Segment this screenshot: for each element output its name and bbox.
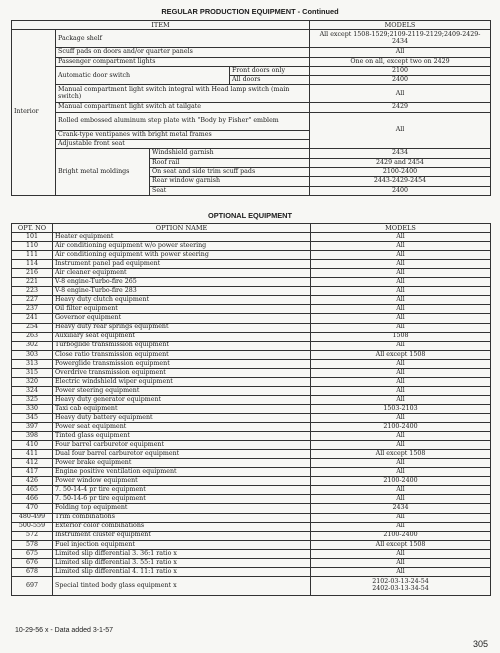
models-cell: All [311, 495, 491, 504]
models-cell: All [311, 359, 491, 368]
models-cell: All [311, 314, 491, 323]
item-cell: Adjustable front seat [56, 140, 310, 149]
opt-number-cell: 578 [12, 540, 53, 549]
opt-number-cell: 410 [12, 441, 53, 450]
opt-no-column-header: OPT. NO [12, 224, 53, 233]
table-row [12, 513, 491, 522]
models-cell: All [311, 260, 491, 269]
opt-number-cell: 417 [12, 468, 53, 477]
models-cell: All [311, 486, 491, 495]
table-row [12, 260, 491, 269]
option-name-cell: Folding top equipment [53, 504, 311, 513]
sub-item-cell: On seat and side trim scuff pads [150, 167, 310, 176]
option-name-cell: Air conditioning equipment with power steering [53, 251, 311, 260]
models-cell: All [311, 278, 491, 287]
models-cell: 2100 [310, 66, 491, 75]
opt-number-cell: 101 [12, 233, 53, 242]
opt-number-cell: 303 [12, 350, 53, 359]
table-row [12, 269, 491, 278]
opt-number-cell: 325 [12, 395, 53, 404]
option-name-cell: Four barrel carburetor equipment [53, 441, 311, 450]
opt-number-cell: 313 [12, 359, 53, 368]
opt-number-cell: 324 [12, 386, 53, 395]
option-name-cell: Overdrive transmission equipment [53, 368, 311, 377]
option-name-cell: Engine positive ventilation equipment [53, 468, 311, 477]
item-cell: Manual compartment light switch integral with Head lamp switch (main switch) [56, 85, 310, 103]
option-name-cell: Instrument cluster equipment [53, 531, 311, 540]
models-cell: All [311, 323, 491, 332]
table-row [12, 359, 491, 368]
option-name-cell: Limited slip differential 3. 36:1 ratio x [53, 549, 311, 558]
models-cell: All [311, 368, 491, 377]
moldings-label: Bright metal moldings [56, 149, 150, 195]
models-cell: 2100-2400 [310, 167, 491, 176]
sub-item-cell: All doors [230, 76, 310, 85]
table-header-row [12, 224, 491, 233]
sub-item-cell: Rear window garnish [150, 177, 310, 186]
models-cell: All [311, 296, 491, 305]
opt-number-cell: 500-559 [12, 522, 53, 531]
opt-number-cell: 345 [12, 413, 53, 422]
table-row [12, 296, 491, 305]
models-line: 2102-03-13-24-54 [372, 578, 429, 586]
table-row [12, 287, 491, 296]
opt-number-cell: 227 [12, 296, 53, 305]
sub-item-cell: Seat [150, 186, 310, 195]
opt-number-cell: 330 [12, 404, 53, 413]
option-name-cell: Trim combinations [53, 513, 311, 522]
table-row [12, 522, 491, 531]
opt-number-cell: 426 [12, 477, 53, 486]
opt-number-cell: 480-499 [12, 513, 53, 522]
table-row [12, 468, 491, 477]
item-cell: Crank-type ventipanes with bright metal frames [56, 130, 310, 139]
option-name-cell: Power steering equipment [53, 386, 311, 395]
option-name-cell: Heavy duty generator equipment [53, 395, 311, 404]
option-name-cell: Fuel injection equipment [53, 540, 311, 549]
sub-item-cell: Roof rail [150, 158, 310, 167]
models-cell: All [311, 567, 491, 576]
table-row [12, 504, 491, 513]
option-name-cell: Heater equipment [53, 233, 311, 242]
option-name-cell: V-8 engine-Turbo-fire 265 [53, 278, 311, 287]
optional-equipment-heading: OPTIONAL EQUIPMENT [207, 211, 293, 220]
table-row [12, 149, 491, 158]
table-row [12, 377, 491, 386]
models-cell: All [311, 549, 491, 558]
opt-number-cell: 465 [12, 486, 53, 495]
table-row [12, 103, 491, 112]
models-cell: All [311, 269, 491, 278]
table-row [12, 341, 491, 350]
table-row [12, 332, 491, 341]
models-cell: All [311, 432, 491, 441]
item-cell: Scuff pads on doors and/or quarter panels [56, 48, 310, 57]
opt-number-cell: 397 [12, 423, 53, 432]
models-cell: All [311, 305, 491, 314]
option-name-cell: Electric windshield wiper equipment [53, 377, 311, 386]
table-header-row [12, 21, 491, 30]
table-row [12, 441, 491, 450]
models-cell: 2434 [311, 504, 491, 513]
models-cell: All [310, 85, 491, 103]
option-name-cell: Air cleaner equipment [53, 269, 311, 278]
opt-number-cell: 263 [12, 332, 53, 341]
option-name-cell: Taxi cab equipment [53, 404, 311, 413]
option-name-cell: Air conditioning equipment w/o power steering [53, 242, 311, 251]
table-row [12, 242, 491, 251]
models-cell: All [311, 441, 491, 450]
models-cell: All except 1508 [311, 450, 491, 459]
interior-group-label: Interior [12, 30, 56, 196]
models-cell: 1508 [311, 332, 491, 341]
opt-number-cell: 241 [12, 314, 53, 323]
models-cell: All [311, 233, 491, 242]
opt-number-cell: 111 [12, 251, 53, 260]
option-name-cell: Special tinted body glass equipment x [53, 576, 311, 595]
option-name-cell: Power seat equipment [53, 423, 311, 432]
opt-number-cell: 254 [12, 323, 53, 332]
models-cell: All except 1508 [311, 540, 491, 549]
table-row [12, 323, 491, 332]
models-cell: 1503-2103 [311, 404, 491, 413]
models-cell: All [311, 377, 491, 386]
table-row [12, 305, 491, 314]
table-row [12, 567, 491, 576]
opt-number-cell: 315 [12, 368, 53, 377]
item-cell: Rolled embossed aluminum step plate with "Body by Fisher" emblem [56, 112, 310, 130]
item-cell: Passenger compartment lights [56, 57, 310, 66]
table-row [12, 413, 491, 422]
footnote: 10-29-56 x - Data added 3-1-57 [15, 627, 114, 634]
option-name-cell: Instrument panel pad equipment [53, 260, 311, 269]
option-name-cell: 7. 50-14-4 pr tire equipment [53, 486, 311, 495]
page-number: 305 [472, 639, 488, 649]
table-row [12, 549, 491, 558]
opt-number-cell: 411 [12, 450, 53, 459]
table-row [12, 48, 491, 57]
sub-item-cell: Front doors only [230, 66, 310, 75]
opt-number-cell: 412 [12, 459, 53, 468]
opt-number-cell: 697 [12, 576, 53, 595]
models-cell: All [311, 522, 491, 531]
models-cell: All [311, 513, 491, 522]
table-row [12, 233, 491, 242]
table-row [12, 66, 491, 75]
option-name-cell: Power window equipment [53, 477, 311, 486]
option-name-cell: Exterior color combinations [53, 522, 311, 531]
option-name-cell: Dual four barrel carburetor equipment [53, 450, 311, 459]
optional-equipment-rows [12, 233, 491, 596]
option-name-cell: Heavy duty clutch equipment [53, 296, 311, 305]
opt-number-cell: 678 [12, 567, 53, 576]
opt-number-cell: 216 [12, 269, 53, 278]
opt-number-cell: 302 [12, 341, 53, 350]
table-row [12, 486, 491, 495]
table-row [12, 423, 491, 432]
opt-number-cell: 221 [12, 278, 53, 287]
table-row [12, 576, 491, 595]
table-row [12, 432, 491, 441]
models-cell: All [311, 386, 491, 395]
opt-number-cell: 398 [12, 432, 53, 441]
item-cell: Automatic door switch [56, 66, 230, 85]
models-cell: All [310, 48, 491, 57]
models-cell: All [311, 558, 491, 567]
table-row [12, 558, 491, 567]
models-cell: All [311, 251, 491, 260]
table-row [12, 477, 491, 486]
table-row [12, 459, 491, 468]
opt-number-cell: 470 [12, 504, 53, 513]
opt-number-cell: 223 [12, 287, 53, 296]
models-cell: All [310, 112, 491, 149]
models-cell: All except 1508 [311, 350, 491, 359]
models-cell [311, 576, 491, 595]
item-cell: Manual compartment light switch at tailgate [56, 103, 310, 112]
opt-number-cell: 572 [12, 531, 53, 540]
models-column-header: MODELS [310, 21, 491, 30]
option-name-cell: 7. 50-14-6 pr tire equipment [53, 495, 311, 504]
item-cell: Package shelf [56, 30, 310, 48]
models-cell: 2100-2400 [311, 423, 491, 432]
table-row [12, 251, 491, 260]
models-cell: All [311, 341, 491, 350]
regular-equipment-table [11, 20, 491, 196]
table-row [12, 540, 491, 549]
models-cell: All [311, 395, 491, 404]
table-row [12, 404, 491, 413]
models-cell: 2100-2400 [311, 531, 491, 540]
models-cell: 2429 and 2454 [310, 158, 491, 167]
option-name-cell: Turboglide transmission equipment [53, 341, 311, 350]
models-column-header: MODELS [311, 224, 491, 233]
models-cell: 2434 [310, 149, 491, 158]
table-row [12, 495, 491, 504]
models-cell: 2400 [310, 76, 491, 85]
table-row [12, 278, 491, 287]
option-name-cell: Heavy duty rear springs equipment [53, 323, 311, 332]
table-row [12, 531, 491, 540]
models-cell: All [311, 287, 491, 296]
option-name-cell: Limited slip differential 4. 11:1 ratio x [53, 567, 311, 576]
table-row [12, 450, 491, 459]
option-name-cell: Close ratio transmission equipment [53, 350, 311, 359]
opt-number-cell: 466 [12, 495, 53, 504]
opt-number-cell: 675 [12, 549, 53, 558]
option-name-column-header: OPTION NAME [53, 224, 311, 233]
regular-equipment-heading: REGULAR PRODUCTION EQUIPMENT - Continued [161, 7, 339, 16]
models-cell: One on all, except two on 2429 [310, 57, 491, 66]
opt-number-cell: 320 [12, 377, 53, 386]
models-line: 2402-03-13-34-54 [372, 584, 429, 592]
opt-number-cell: 114 [12, 260, 53, 269]
option-name-cell: Auxiliary seat equipment [53, 332, 311, 341]
models-cell: All except 1508-1529;2109-2119-2129;2409-2429-2434 [310, 30, 491, 48]
option-name-cell: V-8 engine-Turbo-fire 283 [53, 287, 311, 296]
table-row [12, 386, 491, 395]
opt-number-cell: 110 [12, 242, 53, 251]
models-cell: All [311, 413, 491, 422]
models-cell: 2429 [310, 103, 491, 112]
table-row [12, 30, 491, 48]
table-row [12, 314, 491, 323]
table-row [12, 112, 491, 130]
option-name-cell: Powerglide transmission equipment [53, 359, 311, 368]
table-row [12, 85, 491, 103]
option-name-cell: Limited slip differential 3. 55:1 ratio x [53, 558, 311, 567]
option-name-cell: Power brake equipment [53, 459, 311, 468]
models-cell: All [311, 468, 491, 477]
models-cell: 2100-2400 [311, 477, 491, 486]
opt-number-cell: 237 [12, 305, 53, 314]
option-name-cell: Governor equipment [53, 314, 311, 323]
table-row [12, 350, 491, 359]
option-name-cell: Heavy duty battery equipment [53, 413, 311, 422]
sub-item-cell: Windshield garnish [150, 149, 310, 158]
item-column-header: ITEM [12, 21, 310, 30]
table-row [12, 57, 491, 66]
models-cell: All [311, 242, 491, 251]
table-row [12, 395, 491, 404]
models-cell: 2400 [310, 186, 491, 195]
opt-number-cell: 676 [12, 558, 53, 567]
models-cell: 2443-2429-2454 [310, 177, 491, 186]
optional-equipment-table [11, 223, 491, 596]
models-cell: All [311, 459, 491, 468]
option-name-cell: Tinted glass equipment [53, 432, 311, 441]
table-row [12, 368, 491, 377]
option-name-cell: Oil filter equipment [53, 305, 311, 314]
